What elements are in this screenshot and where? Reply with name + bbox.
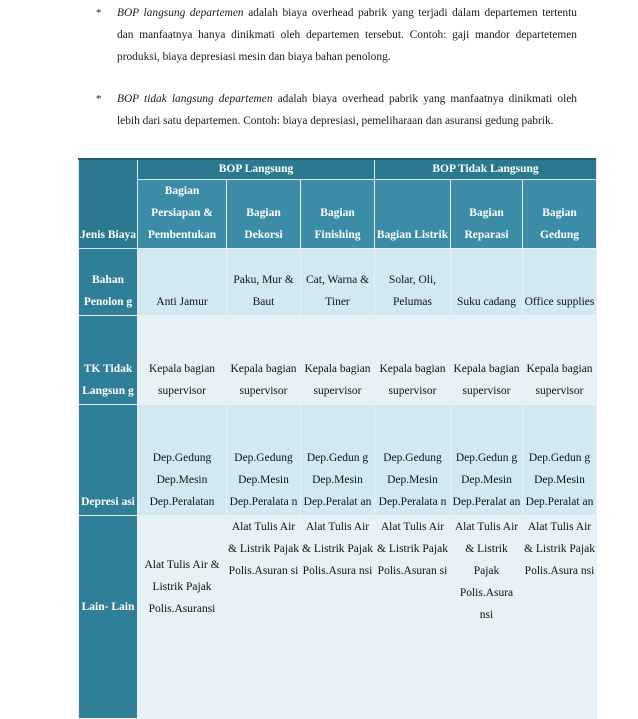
table-cell: Dep.Gedun g Dep.Mesin Dep.Peralat an: [523, 405, 597, 516]
table-cell: Dep.Gedung Dep.Mesin Dep.Peralata n: [375, 405, 451, 516]
table-cell: Alat Tulis Air & Listrik Pajak Polis.Asura nsi: [451, 516, 523, 719]
bullet-mark: *: [96, 7, 102, 19]
header-jenis-biaya: Jenis Biaya: [79, 159, 138, 249]
bullet-mark: *: [96, 93, 102, 105]
column-header: Bagian Dekorsi: [227, 180, 301, 249]
table-top-border: [78, 158, 596, 160]
row-label: TK Tidak Langsun g: [79, 316, 138, 405]
table-cell: Kepala bagian supervisor: [227, 316, 301, 405]
table-cell: Office supplies: [523, 249, 597, 316]
table-column-header-row: [79, 180, 597, 249]
table-cell: Dep.Gedung Dep.Mesin Dep.Peralata n: [227, 405, 301, 516]
column-header: Bagian Gedung: [523, 180, 597, 249]
bullet-term: BOP tidak langsung departemen: [117, 93, 273, 105]
table-cell: Paku, Mur & Baut: [227, 249, 301, 316]
row-label: Lain- Lain: [79, 516, 138, 719]
table-cell: Suku cadang: [451, 249, 523, 316]
table-row: [79, 516, 597, 719]
table-cell: Dep.Gedun g Dep.Mesin Dep.Peralat an: [301, 405, 375, 516]
table-cell: Anti Jamur: [138, 249, 227, 316]
table-cell: Alat Tulis Air & Listrik Pajak Polis.Asura nsi: [523, 516, 597, 719]
table-cell: Alat Tulis Air & Listrik Pajak Polis.Asuransi: [138, 516, 227, 719]
header-group-tidak-langsung: BOP Tidak Langsung: [375, 159, 597, 180]
header-group-langsung: BOP Langsung: [138, 159, 375, 180]
table-row: [79, 405, 597, 516]
column-header: Bagian Reparasi: [451, 180, 523, 249]
table-cell: Kepala bagian supervisor: [301, 316, 375, 405]
table-cell: Kepala bagian supervisor: [523, 316, 597, 405]
column-header: Bagian Listrik: [375, 180, 451, 249]
table-cell: Cat, Warna & Tiner: [301, 249, 375, 316]
bullet-item-bop-tidak-langsung: [96, 88, 577, 132]
row-label: Depresi asi: [79, 405, 138, 516]
table-cell: Alat Tulis Air & Listrik Pajak Polis.Asuran si: [375, 516, 451, 719]
table-cell: Kepala bagian supervisor: [451, 316, 523, 405]
table-cell: Kepala bagian supervisor: [375, 316, 451, 405]
table-row: [79, 316, 597, 405]
column-header: Bagian Finishing: [301, 180, 375, 249]
table-cell: Alat Tulis Air & Listrik Pajak Polis.Asura nsi: [301, 516, 375, 719]
column-header: Bagian Persiapan & Pembentukan: [138, 180, 227, 249]
row-label: Bahan Penolon g: [79, 249, 138, 316]
table-cell: Solar, Oli, Pelumas: [375, 249, 451, 316]
table-group-header-row: [79, 159, 597, 180]
bop-table: [78, 158, 597, 719]
table-cell: Dep.Gedun g Dep.Mesin Dep.Peralat an: [451, 405, 523, 516]
bullet-text: adalah biaya overhead pabrik yang manfaatnya dinikmati oleh lebih dari satu departemen. Contoh: biaya depresiasi, pemeliharaan dan asuransi gedung pabrik.: [117, 93, 578, 127]
bullet-text: adalah biaya overhead pabrik yang terjadi dalam departemen tertentu dan manfaatnya hanya dinikmati oleh departemen tersebut. Contoh: gaji mandor departetemen produksi, biaya depresiasi mesin dan biaya bahan penolong.: [117, 7, 577, 63]
table-cell: Alat Tulis Air & Listrik Pajak Polis.Asuran si: [227, 516, 301, 719]
table-cell: Dep.Gedung Dep.Mesin Dep.Peralatan: [138, 405, 227, 516]
bullet-item-bop-langsung: [96, 2, 577, 68]
table-cell: Kepala bagian supervisor: [138, 316, 227, 405]
bullet-term: BOP langsung departemen: [117, 7, 244, 19]
table-row: [79, 249, 597, 316]
